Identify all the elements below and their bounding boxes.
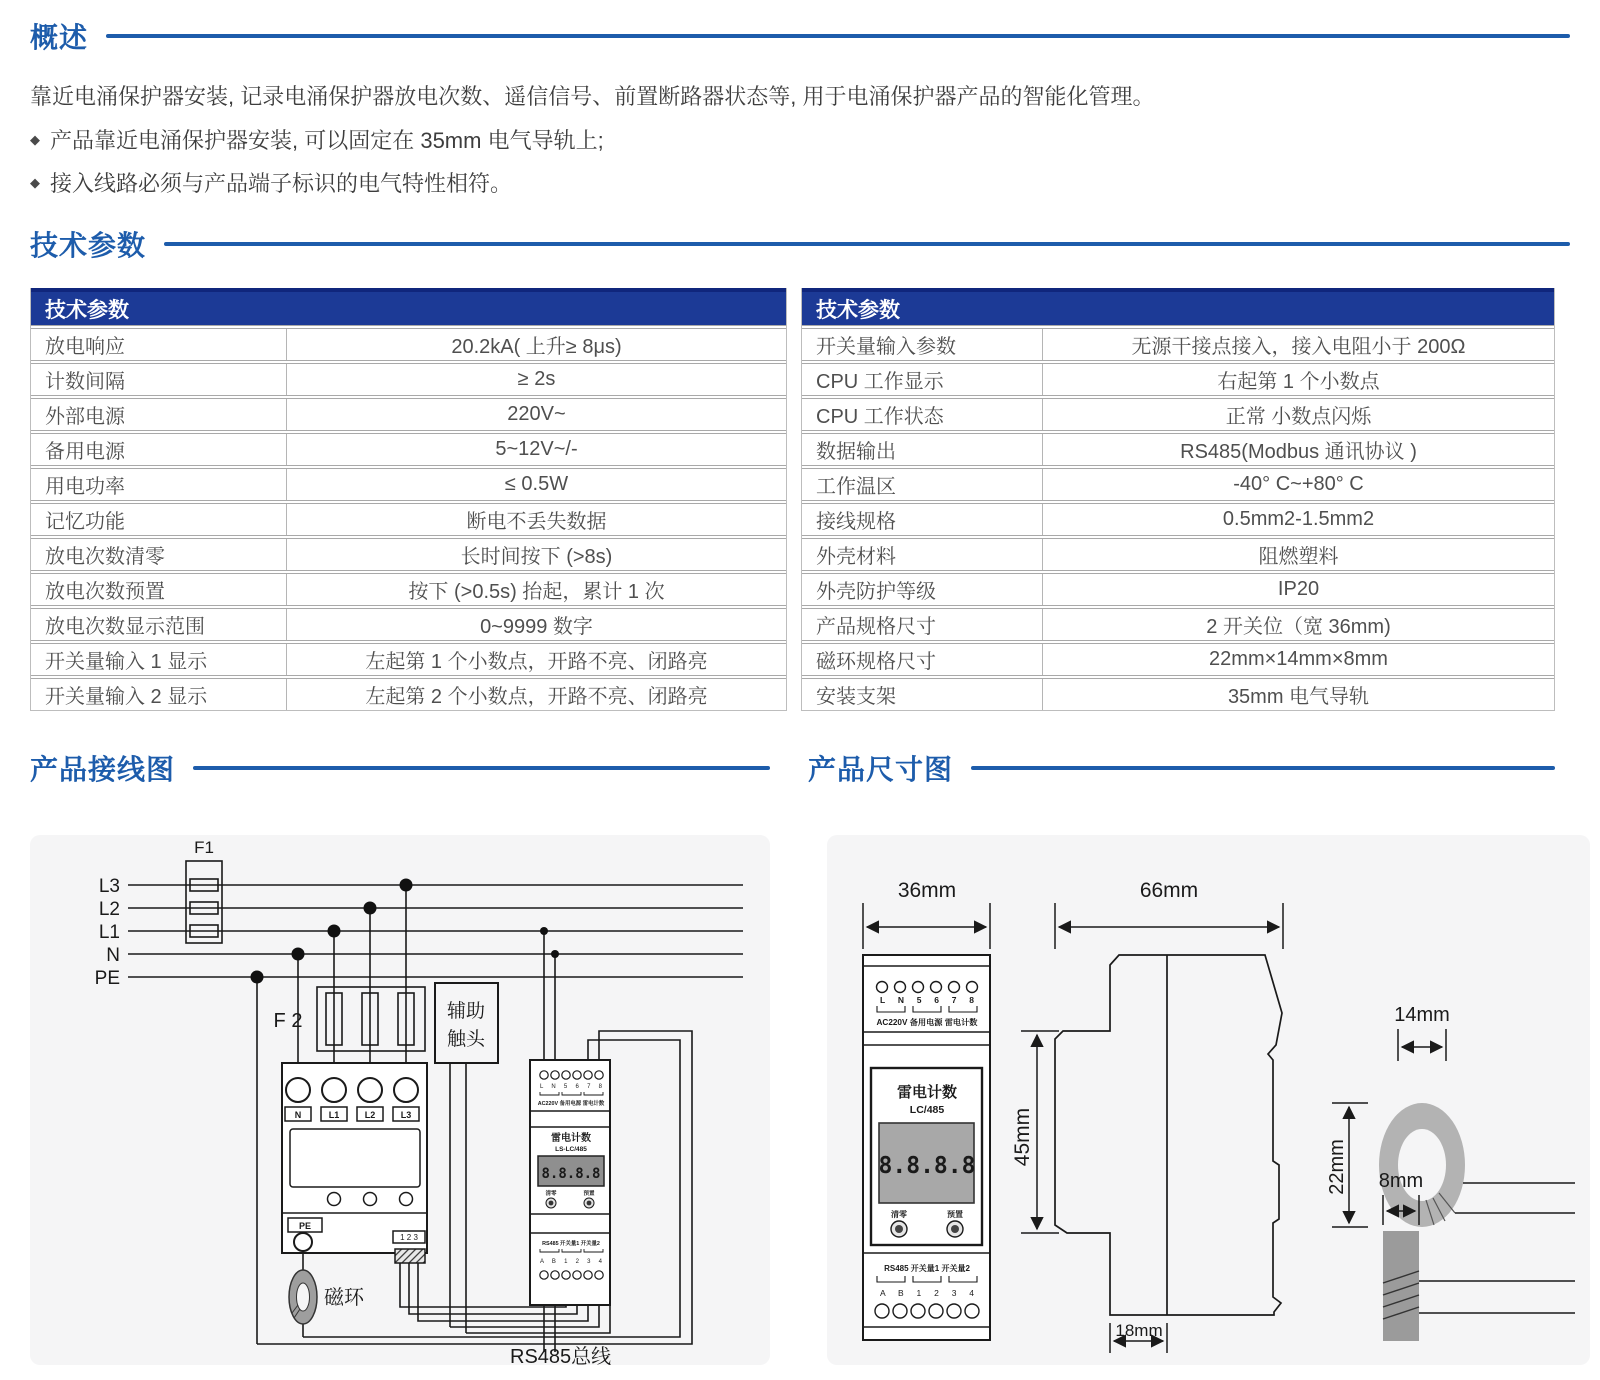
param-value: 20.2kA( 上升≥ 8μs)	[451, 336, 622, 358]
param-name: 开关量输入 2 显示	[31, 679, 287, 710]
param-value: -40° C~+80° C	[1233, 473, 1364, 495]
table-row	[31, 395, 786, 430]
bullet-text: 接入线路必须与产品端子标识的电气特性相符。	[50, 171, 513, 196]
dim-ring-outer-label: 22mm	[1326, 1139, 1348, 1195]
dimension-diagram	[827, 835, 1590, 1365]
param-value: RS485(Modbus 通讯协议 )	[1180, 441, 1417, 463]
param-name: 放电次数清零	[31, 539, 287, 570]
param-name: 备用电源	[31, 434, 287, 465]
aux-label-1: 辅助	[446, 1001, 486, 1022]
param-value: IP20	[1277, 578, 1320, 600]
param-name: 开关量输入 1 显示	[31, 644, 287, 675]
param-name: 安装支架	[802, 679, 1043, 710]
counter-btn-preset: 预置	[583, 1191, 595, 1197]
param-value: 无源干接点接入，接入电阻小于 200Ω	[1131, 336, 1466, 358]
param-value: 0~9999 数字	[480, 616, 593, 638]
fuse-f1-label: F1	[194, 838, 214, 857]
specs-title: 技术参数	[30, 230, 147, 261]
table-row	[31, 430, 786, 465]
spd-terminal-l1: L1	[328, 1110, 340, 1120]
table-row	[31, 675, 786, 710]
param-value: 220V~	[507, 403, 566, 425]
magnetic-ring-icon	[289, 1270, 317, 1324]
diamond-bullet-icon: ◆	[30, 174, 40, 190]
counter-terminals: L N 5 6 7 8	[540, 1084, 602, 1090]
front-title: 雷电计数	[896, 1084, 958, 1101]
table-row	[802, 360, 1554, 395]
counter-display-digits: 8.8.8.8	[541, 1166, 601, 1182]
diamond-bullet-icon: ◆	[30, 131, 40, 147]
header-rule	[164, 242, 1570, 246]
param-name: 开关量输入参数	[802, 329, 1043, 360]
param-value: 长时间按下 (>8s)	[460, 546, 613, 568]
table-row	[31, 465, 786, 500]
overview-title: 概述	[30, 22, 89, 53]
overview-bullets	[30, 112, 1570, 198]
param-value: 阻燃塑料	[1258, 546, 1339, 568]
table-row	[31, 640, 786, 675]
front-terminals: L N 5 6 7 8	[880, 995, 974, 1005]
spec-table-right	[801, 288, 1555, 711]
param-value: 左起第 1 个小数点，开路不亮、闭路亮	[365, 651, 708, 673]
table-row	[802, 325, 1554, 360]
wiring-panel	[30, 835, 770, 1365]
param-name: 外壳防护等级	[802, 574, 1043, 605]
counter-groups: AC220V 备用电源 雷电计数	[537, 1101, 605, 1107]
table-header: 技术参数	[31, 288, 786, 325]
spec-tables	[30, 288, 1555, 711]
table-row	[802, 675, 1554, 710]
param-name: 放电响应	[31, 329, 287, 360]
dims-title: 产品尺寸图	[808, 754, 954, 785]
param-value: 左起第 2 个小数点，开路不亮、闭路亮	[365, 686, 708, 708]
front-model: LC/485	[909, 1104, 945, 1116]
param-name: 放电次数显示范围	[31, 609, 287, 640]
table-row	[802, 640, 1554, 675]
spd-port-label: 1 2 3	[400, 1233, 418, 1242]
bus-label-l3: L3	[98, 876, 120, 897]
counter-title: 雷电计数	[551, 1133, 591, 1144]
param-name: 磁环规格尺寸	[802, 644, 1043, 675]
param-name: CPU 工作显示	[802, 364, 1043, 395]
table-row	[802, 570, 1554, 605]
wiring-section-header	[30, 748, 770, 788]
dim-depth-label: 66mm	[1139, 879, 1199, 902]
param-value: 右起第 1 个小数点	[1217, 371, 1380, 393]
front-bottom-groups: RS485 开关量1 开关量2	[884, 1264, 970, 1273]
param-name: 用电功率	[31, 469, 287, 500]
bullet-text: 产品靠近电涌保护器安装, 可以固定在 35mm 电气导轨上;	[50, 128, 604, 153]
dims-section-header	[808, 748, 1555, 788]
specs-section-header	[30, 224, 1570, 264]
table-row	[31, 570, 786, 605]
header-rule	[106, 34, 1570, 38]
param-value: ≥ 2s	[517, 368, 556, 390]
dim-ring-inner-label: 14mm	[1394, 1004, 1450, 1026]
table-row	[802, 535, 1554, 570]
spec-table-left	[30, 288, 787, 711]
table-row	[31, 325, 786, 360]
counter-btn-clear: 清零	[545, 1191, 557, 1197]
param-name: 接线规格	[802, 504, 1043, 535]
param-value: 正常 小数点闪烁	[1225, 406, 1372, 428]
dim-rail-label: 18mm	[1115, 1321, 1163, 1340]
bus-label-l1: L1	[98, 922, 120, 943]
spd-terminal-l2: L2	[364, 1110, 376, 1120]
bus-label-n: N	[106, 945, 120, 966]
param-name: 外壳材料	[802, 539, 1043, 570]
param-name: 放电次数预置	[31, 574, 287, 605]
param-name: 记忆功能	[31, 504, 287, 535]
counter-bottom-terminals: A B 1 2 3 4	[540, 1259, 602, 1265]
dim-height-label: 45mm	[1011, 1107, 1034, 1167]
front-btn-preset: 预置	[947, 1210, 963, 1219]
table-row	[31, 535, 786, 570]
front-bottom-terminals: A B 1 2 3 4	[880, 1288, 974, 1298]
spd-terminal-n: N	[294, 1110, 302, 1120]
table-row	[802, 465, 1554, 500]
bullet-item	[30, 167, 1570, 198]
spd-connector	[395, 1249, 425, 1263]
param-value: 2 开关位（宽 36mm)	[1206, 616, 1391, 638]
param-value: 22mm×14mm×8mm	[1209, 648, 1388, 670]
front-display-digits: 8.8.8.8	[878, 1153, 976, 1179]
rs485-bus-label: RS485总线	[510, 1346, 612, 1365]
fuse-f2-label: F 2	[273, 1010, 303, 1032]
table-row	[802, 500, 1554, 535]
param-name: 外部电源	[31, 399, 287, 430]
header-rule	[971, 766, 1555, 770]
table-row	[31, 605, 786, 640]
front-groups: AC220V 备用电源 雷电计数	[876, 1018, 978, 1027]
bus-label-l2: L2	[98, 899, 120, 920]
side-view-profile	[1055, 955, 1282, 1315]
param-name: 计数间隔	[31, 364, 287, 395]
ring-front-view	[1379, 1103, 1575, 1227]
wiring-diagram	[30, 835, 770, 1365]
header-rule	[193, 766, 770, 770]
wiring-title: 产品接线图	[30, 754, 176, 785]
table-row	[802, 605, 1554, 640]
spd-terminal-l3: L3	[400, 1110, 412, 1120]
dim-width-label: 36mm	[897, 879, 957, 902]
param-value: 35mm 电气导轨	[1227, 686, 1370, 708]
table-header: 技术参数	[802, 288, 1554, 325]
aux-label-2: 触头	[446, 1029, 486, 1050]
param-name: CPU 工作状态	[802, 399, 1043, 430]
ring-side-view	[1383, 1231, 1575, 1341]
param-value: 5~12V~/-	[495, 438, 578, 460]
table-row	[802, 395, 1554, 430]
param-name: 产品规格尺寸	[802, 609, 1043, 640]
counter-device	[530, 1060, 610, 1305]
param-value: 0.5mm2-1.5mm2	[1222, 508, 1375, 530]
counter-bottom-groups: RS485 开关量1 开关量2	[542, 1241, 600, 1247]
counter-model: LS-LC/485	[555, 1146, 587, 1153]
dim-ring-height-label: 8mm	[1378, 1170, 1424, 1192]
dims-panel	[827, 835, 1590, 1365]
table-row	[31, 500, 786, 535]
param-value: ≤ 0.5W	[504, 473, 569, 495]
bus-label-pe: PE	[94, 968, 120, 989]
table-row	[31, 360, 786, 395]
table-row	[802, 430, 1554, 465]
param-value: 断电不丢失数据	[466, 511, 607, 533]
param-name: 工作温区	[802, 469, 1043, 500]
ring-label: 磁环	[324, 1287, 364, 1309]
aux-contact-box	[435, 983, 498, 1063]
spd-pe-label: PE	[298, 1221, 312, 1231]
overview-section-header	[30, 16, 1570, 56]
param-name: 数据输出	[802, 434, 1043, 465]
front-btn-clear: 清零	[891, 1210, 907, 1219]
overview-description: 靠近电涌保护器安装, 记录电涌保护器放电次数、遥信信号、前置断路器状态等, 用于电涌保护器产品的智能化管理。	[30, 84, 1155, 109]
param-value: 按下 (>0.5s) 抬起，累计 1 次	[408, 581, 665, 603]
bullet-item	[30, 124, 1570, 155]
front-view-device	[863, 955, 990, 1340]
